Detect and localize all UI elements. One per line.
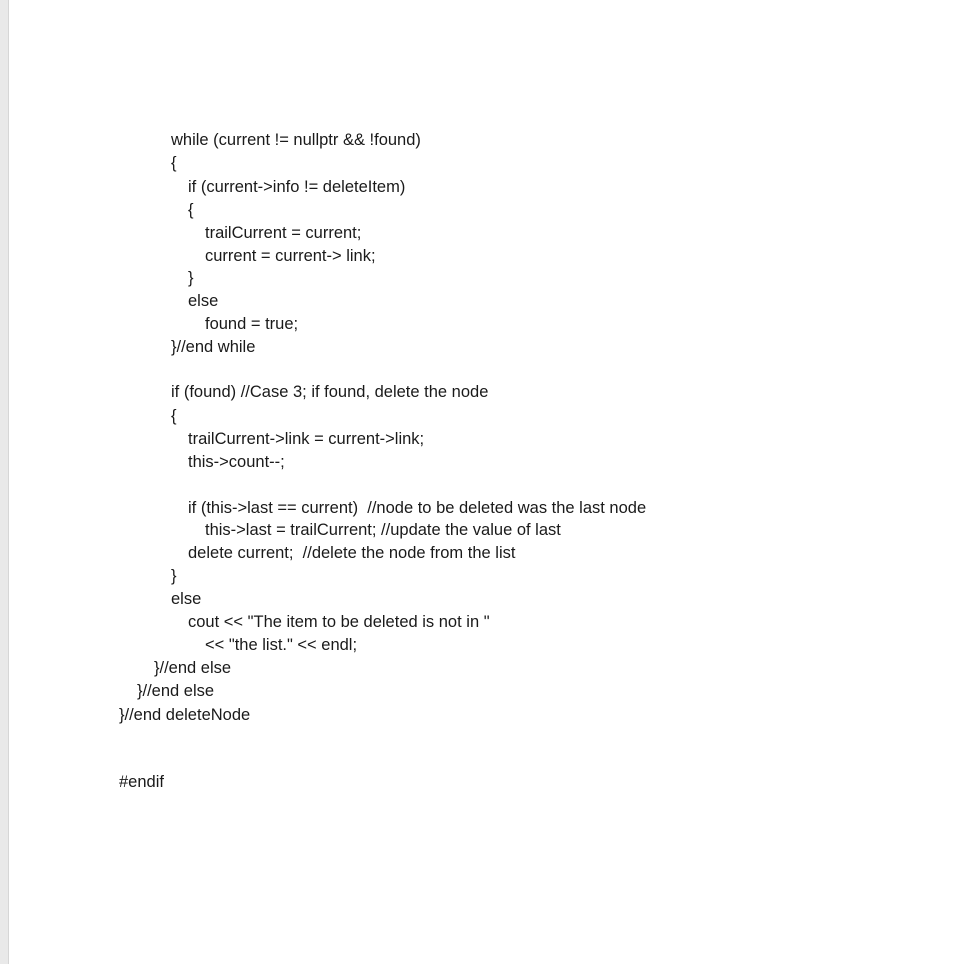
code-line-17: delete current; //delete the node from the list	[188, 544, 516, 562]
code-line-5: trailCurrent = current;	[205, 224, 362, 242]
code-line-9: found = true;	[205, 315, 299, 333]
code-line-24: }//end deleteNode	[119, 706, 251, 724]
code-line-21: << "the list." << endl;	[205, 636, 358, 654]
code-line-15: if (this->last == current) //node to be deleted was the last node	[188, 499, 647, 517]
code-line-8: else	[188, 292, 219, 310]
code-line-14: this->count--;	[188, 453, 285, 471]
code-line-6: current = current-> link;	[205, 247, 376, 265]
code-line-13: trailCurrent->link = current->link;	[188, 430, 425, 448]
code-line-25: #endif	[119, 773, 164, 791]
code-line-20: cout << "The item to be deleted is not in "	[188, 613, 490, 631]
code-line-10: }//end while	[171, 338, 256, 356]
page-left-edge	[0, 0, 9, 964]
code-line-4: {	[188, 201, 194, 219]
code-line-19: else	[171, 590, 202, 608]
code-line-7: }	[188, 269, 194, 287]
code-line-2: {	[171, 154, 177, 172]
code-line-18: }	[171, 567, 177, 585]
code-line-3: if (current->info != deleteItem)	[188, 178, 406, 196]
code-line-23: }//end else	[137, 682, 215, 700]
code-line-12: {	[171, 407, 177, 425]
code-line-22: }//end else	[154, 659, 232, 677]
code-line-1: while (current != nullptr && !found)	[171, 131, 421, 149]
code-line-16: this->last = trailCurrent; //update the value of last	[205, 521, 561, 539]
code-line-11: if (found) //Case 3; if found, delete the node	[171, 383, 489, 401]
